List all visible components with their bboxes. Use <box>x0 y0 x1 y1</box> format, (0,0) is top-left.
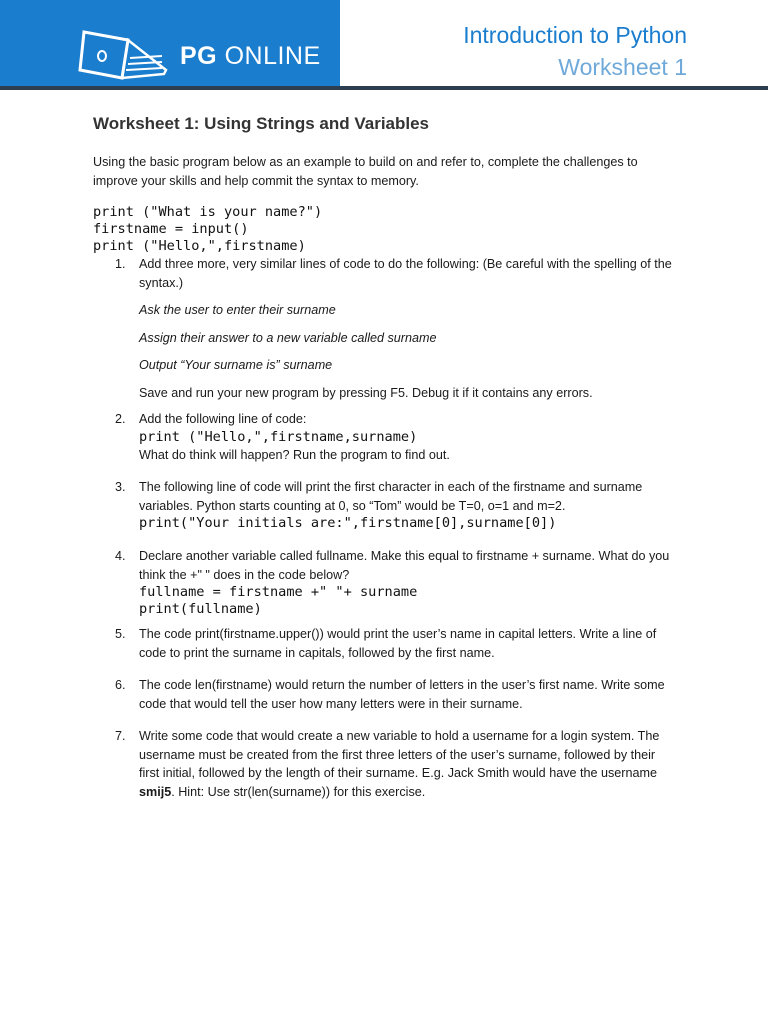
task-text <box>139 727 673 801</box>
task-text-start: Write some code that would create a new variable to hold a username for a login system. The username must be created from the first three letters of the user’s surname, followed by their first initial, followed by the length of their surname. E.g. Jack Smith would have the username <box>139 729 660 780</box>
task-item <box>93 478 673 532</box>
brand-logo-text: PG ONLINE <box>180 42 321 70</box>
document-subtitle: Worksheet 1 <box>558 54 687 80</box>
task-number: 2. <box>115 412 126 426</box>
example-code-block: print ("What is your name?") firstname = input() print ("Hello,",firstname) <box>93 204 323 254</box>
worksheet-body <box>93 114 673 801</box>
task-number: 6. <box>115 678 126 692</box>
task-text: Add three more, very similar lines of code to do the following: (Be careful with the spelling of the syntax.) <box>139 257 672 290</box>
header-divider <box>0 86 768 90</box>
task-item <box>93 410 673 464</box>
task-number: 1. <box>115 257 126 271</box>
task-number: 7. <box>115 729 126 743</box>
task-code-block: fullname = firstname +" "+ surname print(fullname) <box>139 584 418 617</box>
task-text: The code len(firstname) would return the number of letters in the user’s first name. Write some code that would tell the user how many letters were in their surname. <box>139 678 665 711</box>
task-text: Add the following line of code: <box>139 412 307 426</box>
task-item <box>93 727 673 801</box>
task-subitem: Assign their answer to a new variable called surname <box>139 330 437 345</box>
task-item <box>93 255 673 402</box>
task-text: The code print(firstname.upper()) would print the user’s name in capital letters. Write a line of code to print the surname in capitals, followed by the first name. <box>139 627 657 660</box>
document-title: Introduction to Python <box>463 22 687 48</box>
brand-bar <box>0 0 340 88</box>
task-subitem: Output “Your surname is” surname <box>139 358 333 372</box>
task-code-block: print("Your initials are:",firstname[0],surname[0]) <box>139 515 557 531</box>
task-number: 5. <box>115 627 126 641</box>
task-subitem: Ask the user to enter their surname <box>139 303 336 317</box>
task-text: The following line of code will print the first character in each of the firstname and surname variables. Python starts counting at 0, so “Tom” would be T=0, o=1 and m=2. <box>139 480 643 513</box>
task-number: 4. <box>115 549 126 563</box>
task-item <box>93 547 673 618</box>
page-header <box>0 0 768 90</box>
task-followup: Save and run your new program by pressing F5. Debug it if it contains any errors. <box>139 385 593 400</box>
task-list <box>93 255 673 801</box>
example-username: smij5 <box>139 784 172 799</box>
task-item <box>93 676 673 713</box>
worksheet-heading: Worksheet 1: Using Strings and Variables <box>93 114 430 133</box>
laptop-icon <box>78 30 170 82</box>
task-code-block: print ("Hello,",firstname,surname) <box>139 428 418 445</box>
task-text: Declare another variable called fullname. Make this equal to firstname + surname. What do you think the +" " does in the code below? <box>139 549 670 582</box>
task-number: 3. <box>115 480 126 494</box>
intro-paragraph: Using the basic program below as an example to build on and refer to, complete the challenges to improve your skills and help commit the syntax to memory. <box>93 155 638 188</box>
task-followup: What do think will happen? Run the program to find out. <box>139 447 450 462</box>
task-item <box>93 625 673 662</box>
task-text-end: . Hint: Use str(len(surname)) for this exercise. <box>171 784 426 799</box>
